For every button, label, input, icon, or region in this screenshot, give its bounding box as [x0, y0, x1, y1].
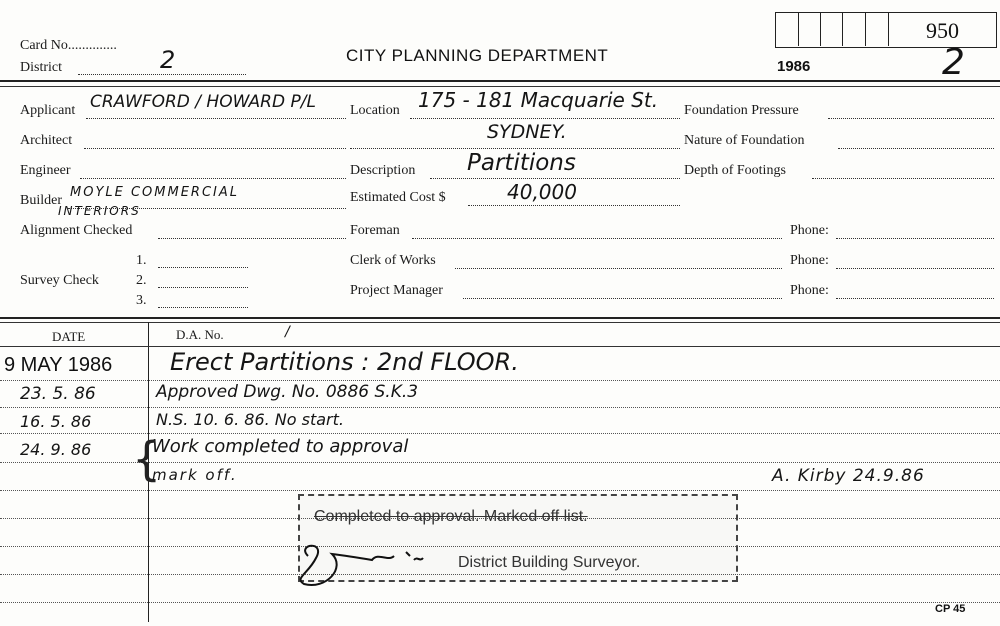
description-dots: [430, 178, 680, 179]
applicant-dots: [86, 118, 346, 119]
log-header-rule: [0, 346, 1000, 347]
architect-dots: [84, 148, 346, 149]
location-label: Location: [350, 103, 400, 118]
applicant-value: CRAWFORD / HOWARD P/L: [90, 92, 316, 112]
survey-item-1: 1.: [136, 253, 147, 268]
box-divider: [888, 12, 889, 46]
cost-dots: [468, 205, 680, 206]
depth-footings-label: Depth of Footings: [684, 163, 786, 178]
description-label: Description: [350, 163, 416, 178]
form-code: CP 45: [935, 603, 966, 615]
survey-label: Survey Check: [20, 273, 99, 288]
survey-item-2: 2.: [136, 273, 147, 288]
builder-value-line2: INTERIORS: [58, 204, 141, 218]
clerk-phone-label: Phone:: [790, 253, 829, 268]
box-divider: [842, 12, 843, 46]
clerk-label: Clerk of Works: [350, 253, 436, 268]
alignment-label: Alignment Checked: [20, 223, 133, 238]
survey-dots-2: [158, 287, 248, 288]
foreman-phone-dots: [836, 238, 994, 239]
card-number-handwritten: 2: [942, 42, 965, 83]
completion-stamp: [298, 494, 738, 582]
header-rule: [0, 80, 1000, 82]
survey-dots-3: [158, 307, 248, 308]
box-divider: [798, 12, 799, 46]
entry-text: N.S. 10. 6. 86. No start.: [156, 410, 344, 429]
entry-text: Approved Dwg. No. 0886 S.K.3: [156, 382, 419, 402]
pm-phone-dots: [836, 298, 994, 299]
stamp-line1: Completed to approval. Marked off list.: [314, 508, 588, 525]
applicant-label: Applicant: [20, 103, 76, 118]
foundation-pressure-dots: [828, 118, 994, 119]
entry-text: mark off.: [152, 466, 238, 484]
header-rule-thin: [0, 86, 1000, 87]
foundation-pressure-label: Foundation Pressure: [684, 103, 799, 118]
entry-date: 16. 5. 86: [20, 412, 92, 431]
nature-foundation-dots: [838, 148, 994, 149]
foreman-label: Foreman: [350, 223, 400, 238]
district-label: District: [20, 60, 62, 75]
pm-phone-label: Phone:: [790, 283, 829, 298]
signature-scribble: [286, 534, 436, 590]
district-value: 2: [160, 46, 176, 74]
brace: {: [132, 432, 162, 486]
log-rule: [0, 380, 1000, 381]
box-divider: [820, 12, 821, 46]
log-rule: [0, 490, 1000, 491]
foreman-dots: [412, 238, 782, 239]
alignment-dots: [158, 238, 346, 239]
da-value: /: [285, 324, 290, 340]
clerk-dots: [455, 268, 782, 269]
card-no-label: Card No..............: [20, 38, 117, 53]
box-divider: [865, 12, 866, 46]
log-top-rule-thin: [0, 322, 1000, 323]
department-title: CITY PLANNING DEPARTMENT: [346, 46, 609, 65]
builder-label: Builder: [20, 193, 62, 208]
builder-value-line1: MOYLE COMMERCIAL: [70, 185, 240, 200]
foreman-phone-label: Phone:: [790, 223, 829, 238]
survey-dots-1: [158, 267, 248, 268]
entry-text: Work completed to approval: [152, 436, 409, 457]
project-manager-dots: [463, 298, 782, 299]
log-rule: [0, 602, 1000, 603]
log-rule: [0, 407, 1000, 408]
cost-label: Estimated Cost $: [350, 190, 446, 205]
location-dots-2: [350, 148, 680, 149]
log-top-rule: [0, 317, 1000, 319]
engineer-dots: [80, 178, 346, 179]
year: 1986: [777, 58, 811, 75]
location-dots: [410, 118, 680, 119]
project-manager-label: Project Manager: [350, 283, 443, 298]
date-header: DATE: [52, 329, 86, 344]
entry-date: 23. 5. 86: [20, 384, 96, 404]
cost-value: 40,000: [507, 180, 577, 204]
card-number: 950: [926, 18, 959, 43]
entry-date: 9 MAY 1986: [4, 354, 113, 376]
location-value-line2: SYDNEY.: [487, 121, 567, 143]
stamp-line2: District Building Surveyor.: [458, 554, 641, 571]
signoff: A. Kirby 24.9.86: [772, 466, 925, 486]
engineer-label: Engineer: [20, 163, 71, 178]
nature-foundation-label: Nature of Foundation: [684, 133, 805, 148]
entry-date: 24. 9. 86: [20, 440, 92, 459]
location-value-line1: 175 - 181 Macquarie St.: [418, 88, 659, 112]
depth-footings-dots: [812, 178, 994, 179]
da-header: D.A. No.: [176, 327, 224, 342]
architect-label: Architect: [20, 133, 73, 148]
district-dots: [78, 74, 246, 75]
description-value: Partitions: [467, 150, 576, 176]
entry-text: Erect Partitions : 2nd FLOOR.: [170, 348, 519, 376]
clerk-phone-dots: [836, 268, 994, 269]
survey-item-3: 3.: [136, 293, 147, 308]
